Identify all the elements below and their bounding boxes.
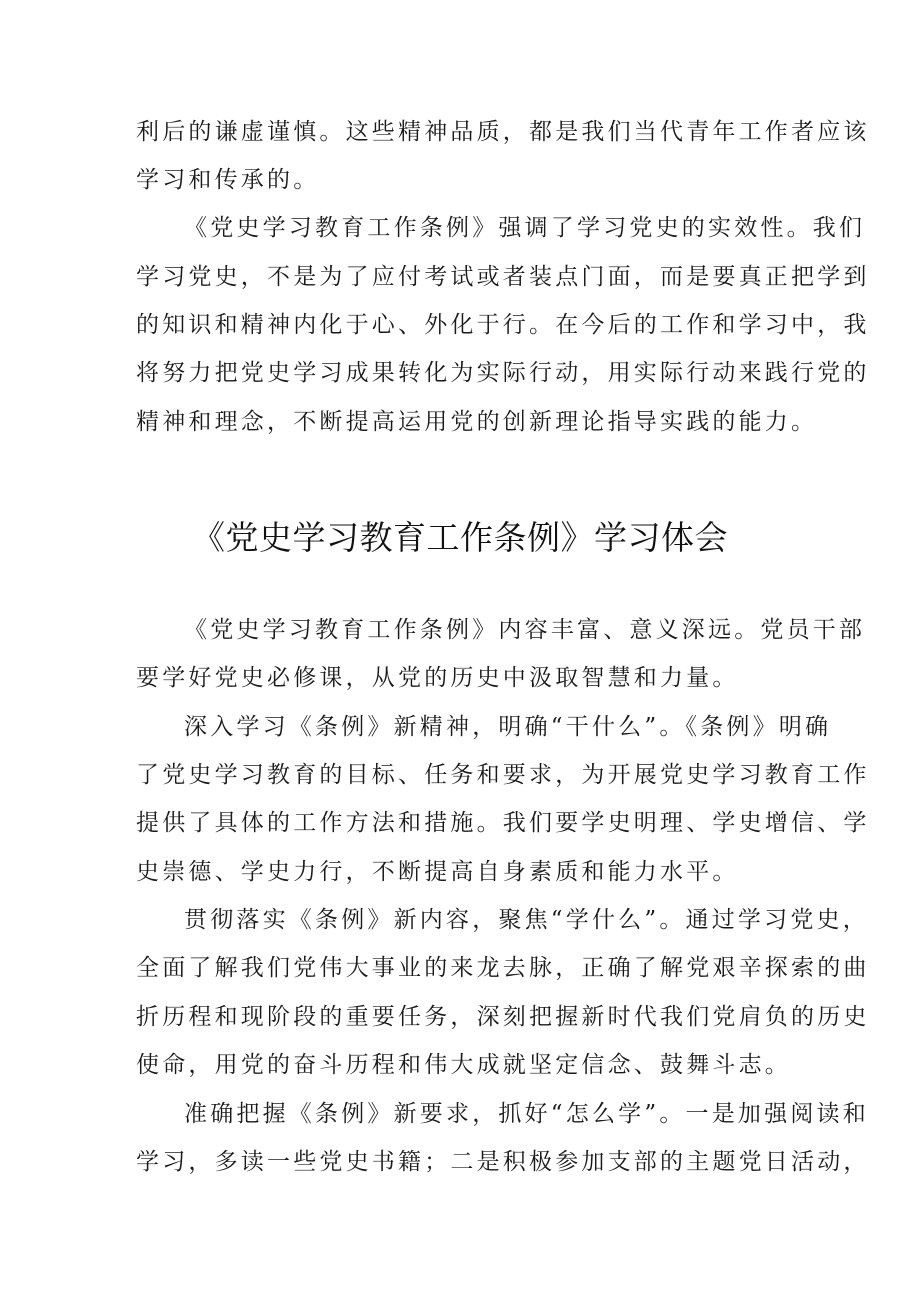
body-text-line: 将努力把党史学习成果转化为实际行动，用实际行动来践行党的 — [136, 360, 870, 386]
body-text-line: 的知识和精神内化于心、外化于行。在今后的工作和学习中，我 — [136, 312, 870, 338]
body-text-line: 使命，用党的奋斗历程和伟大成就坚定信念、鼓舞斗志。 — [136, 1052, 791, 1078]
body-text-line: 学习，多读一些党史书籍；二是积极参加支部的主题党日活动， — [136, 1149, 870, 1175]
body-text-line: 精神和理念，不断提高运用党的创新理论指导实践的能力。 — [136, 409, 818, 435]
body-text-line: 了党史学习教育的目标、任务和要求，为开展党史学习教育工作 — [136, 762, 870, 788]
paragraph-first-line: 深入学习《条例》新精神，明确“干什么”。《条例》明确 — [184, 714, 832, 740]
paragraph-first-line: 贯彻落实《条例》新内容，聚焦“学什么”。通过学习党史， — [184, 907, 869, 933]
body-text-line: 利后的谦虚谨慎。这些精神品质，都是我们当代青年工作者应该 — [136, 119, 870, 145]
body-text-line: 提供了具体的工作方法和措施。我们要学史明理、学史增信、学 — [136, 810, 870, 836]
document-title: 《党史学习教育工作条例》学习体会 — [192, 518, 728, 557]
paragraph-first-line: 《党史学习教育工作条例》强调了学习党史的实效性。我们 — [184, 215, 866, 241]
body-text-line: 学习党史，不是为了应付考试或者装点门面，而是要真正把学到 — [136, 264, 870, 290]
paragraph-first-line: 准确把握《条例》新要求，抓好“怎么学”。一是加强阅读和 — [184, 1101, 869, 1127]
body-text-line: 要学好党史必修课，从党的历史中汲取智慧和力量。 — [136, 665, 739, 691]
body-text-line: 折历程和现阶段的重要任务，深刻把握新时代我们党肩负的历史 — [136, 1004, 870, 1030]
body-text-line: 学习和传承的。 — [136, 167, 320, 193]
body-text-line: 全面了解我们党伟大事业的来龙去脉，正确了解党艰辛探索的曲 — [136, 955, 870, 981]
body-text-line: 史崇德、学史力行，不断提高自身素质和能力水平。 — [136, 859, 739, 885]
paragraph-first-line: 《党史学习教育工作条例》内容丰富、意义深远。党员干部 — [184, 617, 866, 643]
